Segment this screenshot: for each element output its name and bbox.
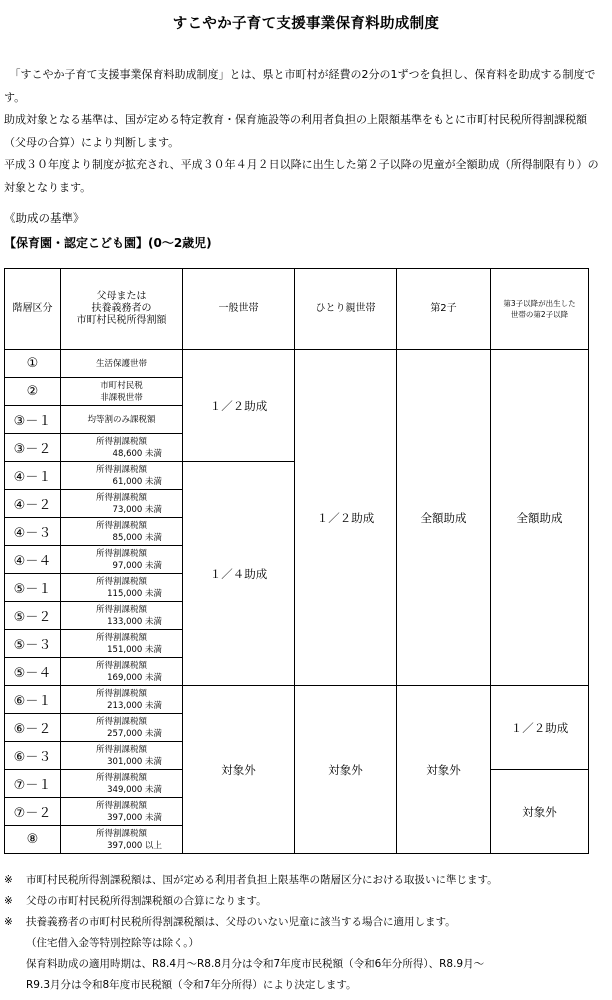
income-label: 生活保護世帯 [95, 358, 147, 369]
intro-text [4, 64, 604, 199]
header-single-parent: ひとり親世帯 [295, 269, 397, 350]
header-general: 一般世帯 [183, 269, 295, 350]
income-threshold: 73,000 未満 [112, 504, 162, 515]
income-label: 所得割課税額 [95, 828, 147, 839]
income-threshold: 397,000 以上 [107, 840, 162, 851]
income-cell [61, 490, 183, 518]
income-threshold: 397,000 未満 [107, 812, 162, 823]
income-cell [61, 630, 183, 658]
note-mark: ※ [4, 874, 13, 886]
section-label: 《助成の基準》 [4, 211, 85, 225]
note-continuation: 保育料助成の適用時期は、R8.4月～R8.8月分は令和7年度市民税額（令和6年分所得）、R8.9月～ [26, 958, 485, 970]
table-header-row [5, 269, 589, 350]
income-label: 所得割課税額 [95, 716, 147, 727]
income-cell [61, 686, 183, 714]
income-threshold: 97,000 未満 [112, 560, 162, 571]
income-threshold: 133,000 未満 [107, 616, 162, 627]
level-cell: ④－４ [5, 546, 61, 574]
third-none-cell: 対象外 [491, 770, 589, 854]
level-cell: ④－２ [5, 490, 61, 518]
level-cell: ⑦－１ [5, 770, 61, 798]
income-threshold: 115,000 未満 [107, 588, 162, 599]
level-cell: ⑦－２ [5, 798, 61, 826]
income-cell [61, 826, 183, 854]
intro-paragraph: 助成対象となる基準は、国が定める特定教育・保育施設等の利用者負担の上限額基準をもとに市町村民税所得割課税額（父母の合算）により判断します。 [4, 113, 587, 149]
level-cell: ⑤－１ [5, 574, 61, 602]
income-label: 所得割課税額 [95, 492, 147, 503]
footnote [4, 912, 608, 933]
income-cell [61, 770, 183, 798]
header-third-plus: 第3子以降が出生した 世帯の第2子以降 [491, 269, 589, 350]
page-title: すこやか子育て支援事業保育料助成制度 [172, 16, 440, 32]
income-label: 市町村民税 [100, 380, 143, 391]
income-label: 所得割課税額 [95, 688, 147, 699]
single-half-cell: １／２助成 [295, 350, 397, 686]
table-row [5, 350, 589, 378]
note-text: 市町村民税所得割課税額は、国が定める利用者負担上限基準の階層区分における取扱いに準じます。 [26, 874, 498, 886]
level-cell: ⑧ [5, 826, 61, 854]
income-cell [61, 658, 183, 686]
header-level: 階層区分 [5, 269, 61, 350]
level-cell: ③－１ [5, 406, 61, 434]
income-cell [61, 350, 183, 378]
second-none-cell: 対象外 [397, 686, 491, 854]
level-cell: ⑥－２ [5, 714, 61, 742]
table-row [5, 686, 589, 714]
level-cell: ① [5, 350, 61, 378]
income-cell [61, 518, 183, 546]
third-full-cell: 全額助成 [491, 350, 589, 686]
note-text: 扶養義務者の市町村民税所得割課税額は、父母のいない児童に該当する場合に適用します。 [26, 916, 456, 928]
level-cell: ③－２ [5, 434, 61, 462]
income-threshold: 48,600 未満 [112, 448, 162, 459]
subsidy-criteria-table [4, 268, 589, 854]
level-cell: ⑤－４ [5, 658, 61, 686]
note-mark: ※ [4, 895, 13, 907]
header-income: 父母または 扶養義務者の 市町村民税所得割額 [61, 269, 183, 350]
income-cell [61, 434, 183, 462]
general-quarter-cell: １／４助成 [183, 462, 295, 686]
level-cell: ⑤－２ [5, 602, 61, 630]
income-label: 所得割課税額 [95, 436, 147, 447]
income-threshold: 257,000 未満 [107, 728, 162, 739]
income-cell [61, 462, 183, 490]
income-threshold: 213,000 未満 [107, 700, 162, 711]
level-cell: ② [5, 378, 61, 406]
note-continuation: R9.3月分は令和8年度市民税額（令和7年分所得）により決定します。 [26, 979, 357, 991]
income-label: 所得割課税額 [95, 800, 147, 811]
income-label: 所得割課税額 [95, 604, 147, 615]
income-threshold: 85,000 未満 [112, 532, 162, 543]
income-label: 所得割課税額 [95, 744, 147, 755]
income-label: 所得割課税額 [95, 632, 147, 643]
income-label: 所得割課税額 [95, 660, 147, 671]
level-cell: ⑥－３ [5, 742, 61, 770]
income-cell [61, 742, 183, 770]
single-none-cell: 対象外 [295, 686, 397, 854]
note-continuation: （住宅借入金等特別控除等は除く。） [26, 937, 200, 949]
second-full-cell: 全額助成 [397, 350, 491, 686]
income-threshold: 61,000 未満 [112, 476, 162, 487]
income-label: 所得割課税額 [95, 520, 147, 531]
income-label: 所得割課税額 [95, 548, 147, 559]
intro-paragraph: 平成３０年度より制度が拡充され、平成３０年４月２日以降に出生した第２子以降の児童が全額助成（所得制限有り）の対象となります。 [4, 158, 599, 194]
income-threshold: 301,000 未満 [107, 756, 162, 767]
income-label: 均等割のみ課税額 [87, 414, 156, 425]
income-label: 所得割課税額 [95, 772, 147, 783]
income-cell [61, 798, 183, 826]
income-cell [61, 406, 183, 434]
third-half-cell: １／２助成 [491, 686, 589, 770]
level-cell: ④－１ [5, 462, 61, 490]
note-text: 父母の市町村民税所得割課税額の合算になります。 [26, 895, 267, 907]
footnotes [4, 870, 608, 996]
header-second-child: 第2子 [397, 269, 491, 350]
income-cell [61, 378, 183, 406]
income-threshold: 349,000 未満 [107, 784, 162, 795]
sub-heading: 【保育園・認定こども園】(0～2歳児) [4, 236, 212, 250]
general-half-cell: １／２助成 [183, 350, 295, 462]
level-cell: ⑥－１ [5, 686, 61, 714]
income-cell [61, 602, 183, 630]
income-cell [61, 574, 183, 602]
footnote [4, 870, 608, 891]
income-threshold: 151,000 未満 [107, 644, 162, 655]
intro-paragraph [4, 64, 604, 109]
income-label: 所得割課税額 [95, 464, 147, 475]
level-cell: ⑤－３ [5, 630, 61, 658]
income-label: 所得割課税額 [95, 576, 147, 587]
income-cell [61, 546, 183, 574]
income-cell [61, 714, 183, 742]
footnote [4, 891, 608, 912]
intro-paragraph-1: 「すこやか子育て支援事業保育料助成制度」とは、県と市町村が経費の2分の1ずつを負担し、保育料を助成する制度です。 [4, 68, 596, 104]
income-label-2: 非課税世帯 [100, 392, 143, 403]
general-none-cell: 対象外 [183, 686, 295, 854]
level-cell: ④－３ [5, 518, 61, 546]
income-threshold: 169,000 未満 [107, 672, 162, 683]
note-mark: ※ [4, 916, 13, 928]
